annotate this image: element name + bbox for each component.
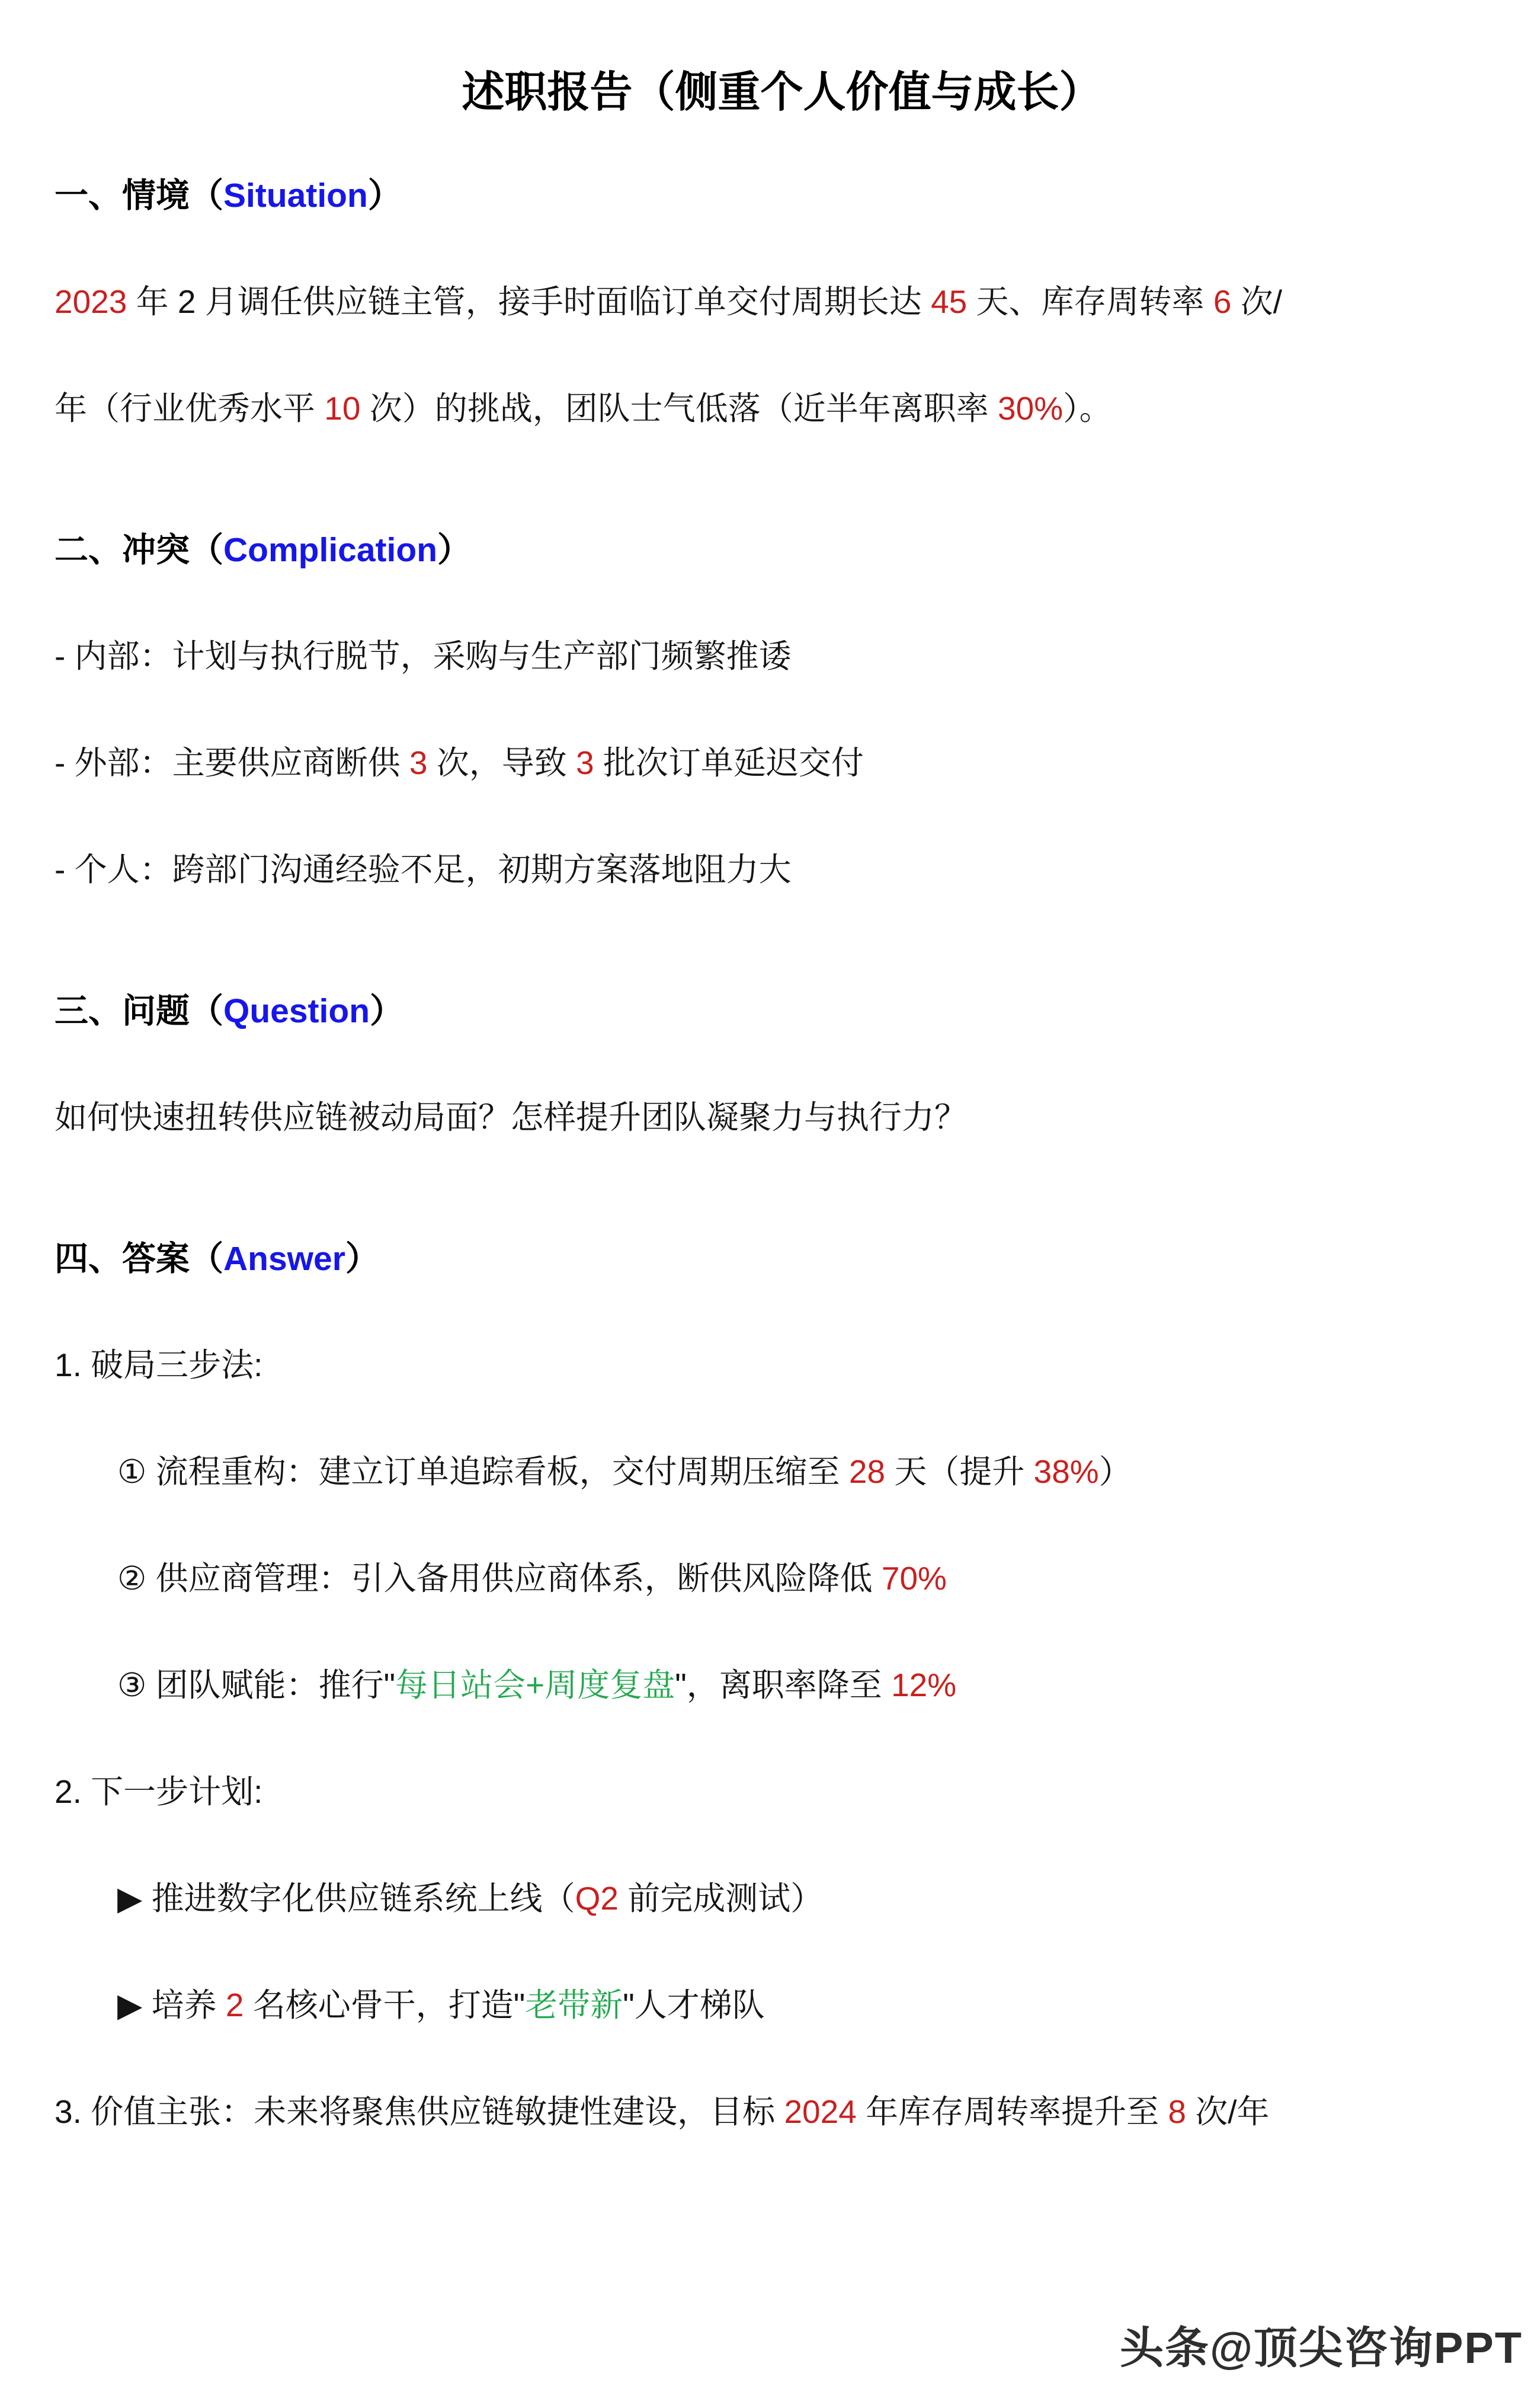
text-segment-red: 45 (931, 283, 968, 320)
text-segment-red: 8 (1168, 2093, 1186, 2130)
text-segment-blue: Complication (223, 531, 438, 569)
list-item-value-proposition (55, 2094, 1510, 2129)
sub-item-supplier-management (55, 1561, 1510, 1595)
text-segment: ▶ 培养 (117, 1987, 226, 2023)
text-segment: 1. 破局三步法: (55, 1347, 263, 1383)
text-segment: 三、问题（ (55, 992, 223, 1030)
text-segment: 前完成测试） (618, 1880, 824, 1917)
heading-situation (55, 178, 1510, 213)
text-segment: ③ 团队赋能：推行" (117, 1667, 396, 1703)
text-segment: "，离职率降至 (675, 1667, 892, 1703)
para-situation-line-1 (55, 284, 1510, 319)
watermark: 头条@顶尖咨询PPT (1120, 2323, 1523, 2372)
heading-question (55, 993, 1510, 1029)
text-segment-blue: Situation (223, 177, 368, 215)
sub-item-process-rebuild (55, 1454, 1510, 1489)
text-segment: 天（提升 (885, 1453, 1034, 1490)
list-item-personal (55, 852, 1510, 887)
list-item-internal (55, 639, 1510, 673)
text-segment: 批次订单延迟交付 (594, 744, 864, 781)
text-segment-red: 28 (848, 1453, 886, 1490)
text-segment: 如何快速扭转供应链被动局面？怎样提升团队凝聚力与执行力？ (55, 1099, 968, 1136)
text-segment: 次）的挑战，团队士气低落（近半年离职率 (360, 390, 998, 427)
text-segment: 二、冲突（ (55, 531, 223, 569)
text-segment: - 个人：跨部门沟通经验不足，初期方案落地阻力大 (55, 851, 792, 888)
text-segment: 3. 价值主张：未来将聚焦供应链敏捷性建设，目标 (55, 2093, 784, 2130)
text-segment-red: 30% (998, 390, 1063, 427)
text-segment: 次/年 (1186, 2093, 1270, 2130)
text-segment: ） (345, 1240, 379, 1278)
text-segment-green: 老带新 (525, 1987, 623, 2023)
heading-complication (55, 532, 1510, 568)
list-item-next-plan (55, 1774, 1510, 1809)
text-segment-red: 3 (576, 744, 594, 781)
sub-item-team-empowerment (55, 1668, 1510, 1702)
text-segment: - 内部：计划与执行脱节，采购与生产部门频繁推诿 (55, 638, 792, 674)
text-segment: 四、答案（ (55, 1240, 223, 1278)
list-item-breakthrough (55, 1348, 1510, 1382)
text-segment: 年库存周转率提升至 (856, 2093, 1168, 2130)
document-body (55, 178, 1510, 2129)
text-segment: 名核心骨干，打造" (244, 1987, 526, 2023)
text-segment: ） (1098, 1453, 1132, 1490)
text-segment: ▶ 推进数字化供应链系统上线（ (117, 1880, 575, 1917)
text-segment-red: 10 (324, 390, 361, 427)
text-segment: 次/ (1231, 283, 1282, 320)
text-segment: 年 2 月调任供应链主管，接手时面临订单交付周期长达 (127, 283, 931, 320)
text-segment: ） (370, 992, 404, 1030)
heading-answer (55, 1241, 1510, 1277)
text-segment: ） (367, 177, 402, 215)
text-segment-red: 70% (881, 1560, 947, 1597)
text-segment-red: 38% (1033, 1453, 1099, 1490)
text-segment-green: 每日站会+周度复盘 (395, 1667, 675, 1703)
text-segment: 次，导致 (427, 744, 576, 781)
text-segment: 一、情境（ (55, 177, 223, 215)
sub-item-talent-pipeline (55, 1988, 1510, 2022)
text-segment: 天、库存周转率 (967, 283, 1213, 320)
text-segment: "人才梯队 (623, 1987, 765, 2023)
text-segment: 年（行业优秀水平 (55, 390, 325, 427)
text-segment-red: 3 (409, 744, 428, 781)
text-segment-red: 2023 (55, 283, 127, 320)
text-segment: ② 供应商管理：引入备用供应商体系，断供风险降低 (117, 1560, 882, 1597)
text-segment-blue: Answer (223, 1240, 345, 1278)
text-segment-red: 2024 (784, 2093, 857, 2130)
text-segment: ① 流程重构：建立订单追踪看板，交付周期压缩至 (117, 1453, 849, 1490)
text-segment-blue: Question (223, 992, 370, 1030)
para-question (55, 1100, 1510, 1134)
text-segment-red: Q2 (575, 1880, 619, 1917)
text-segment-red: 12% (891, 1667, 957, 1703)
text-segment: - 外部：主要供应商断供 (55, 744, 409, 781)
text-segment: ）。 (1063, 390, 1112, 427)
text-segment-red: 6 (1213, 283, 1232, 320)
text-segment: 2. 下一步计划: (55, 1773, 263, 1810)
document-title: 述职报告（侧重个人价值与成长） (462, 69, 1102, 116)
para-situation-line-2 (55, 391, 1510, 426)
text-segment: ） (437, 531, 472, 569)
text-segment-red: 2 (225, 1987, 244, 2023)
sub-item-digital-launch (55, 1881, 1510, 1915)
list-item-external (55, 746, 1510, 780)
